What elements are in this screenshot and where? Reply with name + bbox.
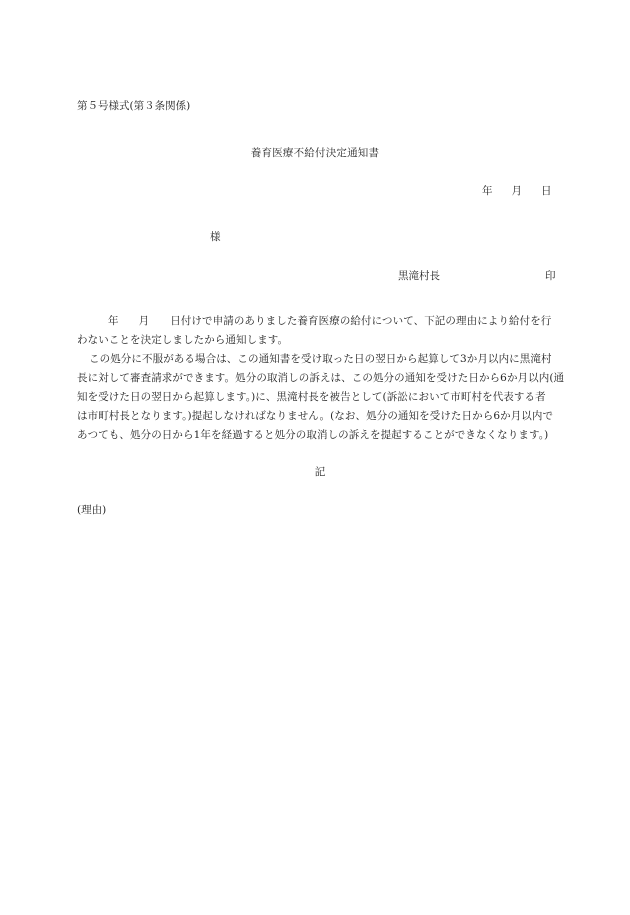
recipient-honorific: 様 <box>210 231 221 243</box>
reason-label: (理由) <box>77 504 107 516</box>
body-paragraph2-line2: 長に対して審査請求ができます。処分の取消しの訴えは、この処分の通知を受けた日から6か月以内(通 <box>77 372 565 384</box>
notice-body <box>77 312 565 445</box>
seal-label: 印 <box>545 270 556 282</box>
issuer-name: 黒滝村長 <box>398 270 440 282</box>
note-mark: 記 <box>314 466 326 478</box>
date-day-label: 日 <box>541 185 552 197</box>
form-number: 第５号様式(第３条関係) <box>77 100 191 112</box>
body-paragraph2-line4: は市町村長となります。)提起しなければなりません。(なお、処分の通知を受けた日から6か月以内で <box>77 410 554 422</box>
body-paragraph1-line1 <box>77 312 558 331</box>
date-line <box>482 186 552 197</box>
body-paragraph1-line2: わないことを決定しましたから通知します。 <box>77 334 289 346</box>
body-p1-line1-text: 日付けで申請のありました養育医療の給付について、下記の理由により給付を行 <box>170 315 552 327</box>
body-paragraph2-line3: 知を受けた日の翌日から起算します。)に、黒滝村長を被告として(訴訟において市町村を代表する者 <box>77 391 546 403</box>
body-paragraph2-line1: この処分に不服がある場合は、この通知書を受け取った日の翌日から起算して3か月以内に黒滝村 <box>89 353 552 365</box>
body-month-label: 月 <box>138 315 150 327</box>
document-title: 養育医療不給付決定通知書 <box>250 147 380 159</box>
date-year-label: 年 <box>482 185 493 197</box>
date-month-label: 月 <box>511 185 522 197</box>
body-paragraph2-line5: あつても、処分の日から1年を経過すると処分の取消しの訴えを提起することができなくなります。) <box>77 429 549 441</box>
body-year-label: 年 <box>108 315 119 327</box>
